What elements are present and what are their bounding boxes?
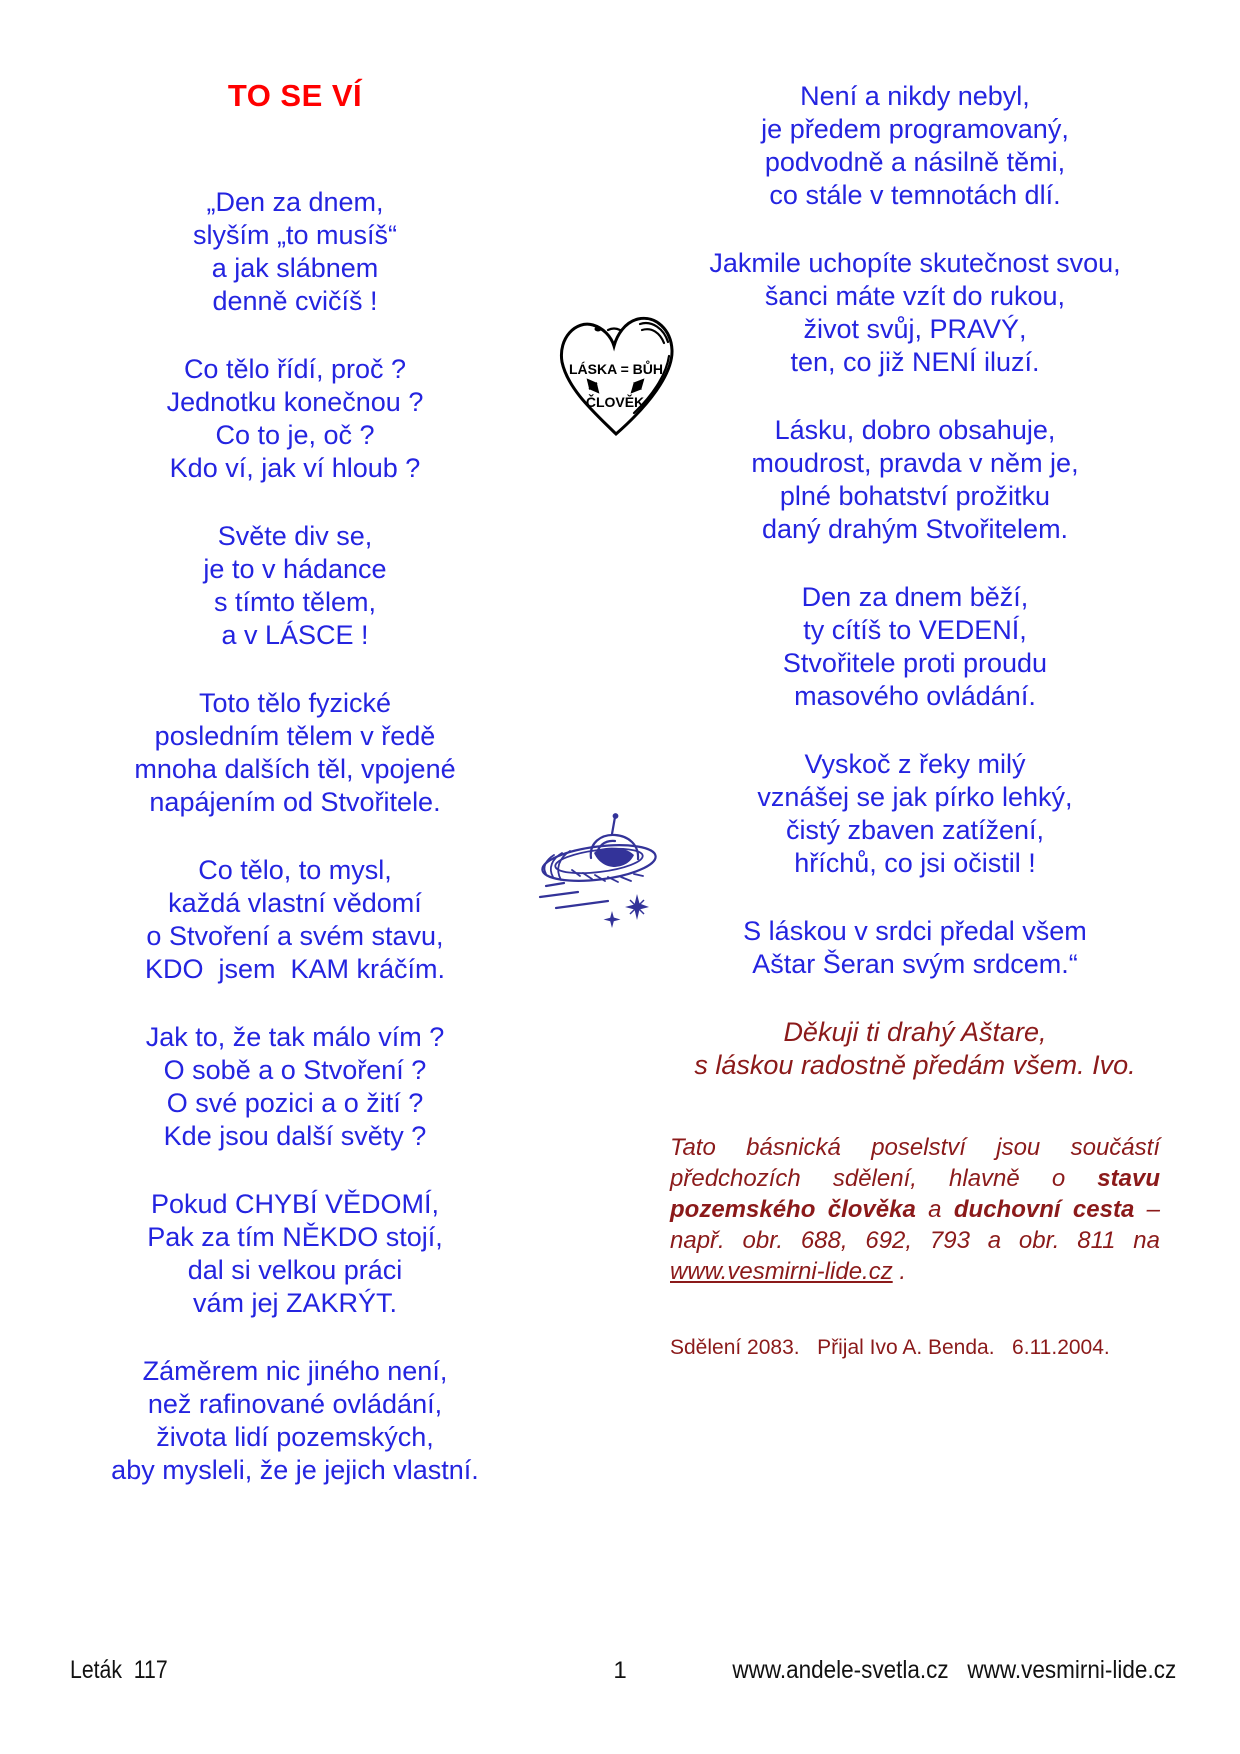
poem-line: aby mysleli, že je jejich vlastní.	[111, 1455, 479, 1485]
page-title: TO SE VÍ	[227, 78, 363, 113]
heart-illustration	[552, 308, 684, 440]
left-stanzas	[40, 186, 550, 1487]
poem-line: Aštar Šeran svým srdcem.“	[752, 949, 1078, 979]
star-sparkles	[604, 894, 650, 928]
footer-page-number: 1	[613, 1657, 627, 1684]
vesmirni-lide-link[interactable]: www.vesmirni-lide.cz	[670, 1258, 893, 1285]
poem-line: Jakmile uchopíte skutečnost svou,	[709, 248, 1121, 278]
stanza	[40, 1188, 550, 1320]
poem-line: je předem programovaný,	[761, 114, 1069, 144]
poem-line: O sobě a o Stvoření ?	[163, 1055, 427, 1085]
note-text: a	[915, 1196, 954, 1223]
heart-dot	[595, 327, 602, 332]
stanza	[670, 80, 1160, 212]
poem-line: a jak slábnem	[211, 253, 379, 283]
note-paragraph	[670, 1132, 1160, 1287]
poem-line: s tímto tělem,	[213, 587, 377, 617]
stanza	[40, 687, 550, 819]
note-text: – např. obr. 688, 692, 793 a obr. 811 na	[670, 1196, 1161, 1254]
poem-line: ten, co již NENÍ iluzí.	[790, 347, 1040, 377]
heart-icon	[552, 308, 684, 440]
poem-line: napájením od Stvořitele.	[149, 787, 441, 817]
poem-line: Jednotku konečnou ?	[166, 387, 424, 417]
ufo-dome-shadow	[594, 848, 634, 867]
poem-line: denně cvičíš !	[212, 286, 378, 316]
thanks-line: Děkuji ti drahý Aštare,	[783, 1017, 1047, 1047]
poem-line: každá vlastní vědomí	[168, 888, 422, 918]
poem-line: Lásku, dobro obsahuje,	[774, 415, 1056, 445]
thanks-block	[670, 1016, 1160, 1082]
poem-line: než rafinované ovládání,	[147, 1389, 443, 1419]
poem-line: Pokud CHYBÍ VĚDOMÍ,	[150, 1189, 440, 1219]
note-text: Tato básnická poselství jsou součástí předchozích sdělení, hlavně o	[670, 1134, 1160, 1192]
poem-line: život svůj, PRAVÝ,	[803, 314, 1027, 344]
heart-arrows	[588, 380, 643, 392]
poem-line: Není a nikdy nebyl,	[800, 81, 1030, 111]
heart-person-label: ČLOVĚK	[585, 394, 645, 410]
poem-line: Stvořitele proti proudu	[782, 648, 1048, 678]
poem-line: vám jej ZAKRÝT.	[192, 1288, 398, 1318]
stanza	[40, 186, 550, 318]
poem-line: Vyskoč z řeky milý	[804, 749, 1026, 779]
footer-websites: www.andele-svetla.cz www.vesmirni-lide.cz	[732, 1656, 1176, 1684]
poem-line: O své pozici a o žití ?	[166, 1088, 424, 1118]
poem-line: mnoha dalších těl, vpojené	[134, 754, 456, 784]
poem-line: podvodně a násilně těmi,	[764, 147, 1066, 177]
poem-line: ty cítíš to VEDENÍ,	[803, 615, 1027, 645]
note-bold-stav: stavu pozemského člověka	[670, 1165, 1160, 1223]
left-column	[40, 78, 550, 1522]
stanza	[670, 581, 1160, 713]
stanza	[40, 854, 550, 986]
poem-line: slyším „to musíš“	[192, 220, 397, 250]
poem-line: Jak to, že tak málo vím ?	[145, 1022, 445, 1052]
poem-line: a v LÁSCE !	[221, 620, 369, 650]
poem-line: šanci máte vzít do rukou,	[764, 281, 1066, 311]
right-stanzas	[670, 80, 1160, 981]
poem-line: je to v hádance	[203, 554, 387, 584]
poem-line: co stále v temnotách dlí.	[769, 180, 1061, 210]
stanza	[40, 520, 550, 652]
poem-line: dal si velkou práci	[187, 1255, 403, 1285]
poem-line: života lidí pozemských,	[156, 1422, 434, 1452]
poem-line: Světe div se,	[217, 521, 373, 551]
thanks-line: s láskou radostně předám všem. Ivo.	[694, 1050, 1136, 1080]
stanza	[670, 915, 1160, 981]
poem-line: Kdo ví, jak ví hloub ?	[169, 453, 421, 483]
poem-line: masového ovládání.	[794, 681, 1036, 711]
poem-line: Kde jsou další světy ?	[163, 1121, 427, 1151]
stanza	[40, 1021, 550, 1153]
poem-line: posledním tělem v ředě	[154, 721, 436, 751]
poem-line: čistý zbaven zatížení,	[785, 815, 1045, 845]
note-bold-cesta: duchovní cesta	[953, 1196, 1135, 1223]
ufo-illustration	[538, 813, 668, 938]
poem-line: Záměrem nic jiného není,	[142, 1356, 448, 1386]
poem-line: Co tělo řídí, proč ?	[183, 354, 407, 384]
stanza	[670, 414, 1160, 546]
poem-line: Co tělo, to mysl,	[198, 855, 392, 885]
poem-line: hříchů, co jsi očistil !	[794, 848, 1036, 878]
stanza	[670, 247, 1160, 379]
poem-line: „Den za dnem,	[206, 187, 384, 217]
ufo-icon	[538, 813, 668, 938]
poem-line: Den za dnem běží,	[801, 582, 1029, 612]
poem-line: Toto tělo fyzické	[198, 688, 392, 718]
poem-line: plné bohatství prožitku	[779, 481, 1051, 511]
stanza	[670, 748, 1160, 880]
poem-line: moudrost, pravda v něm je,	[751, 448, 1079, 478]
poem-line: o Stvoření a svém stavu,	[146, 921, 444, 951]
heart-equation-label: LÁSKA = BŮH	[569, 361, 663, 377]
stanza	[40, 1355, 550, 1487]
right-column	[670, 80, 1160, 1361]
poem-line: daný drahým Stvořitelem.	[761, 514, 1069, 544]
poem-line: Pak za tím NĚKDO stojí,	[147, 1222, 443, 1252]
poem-line: S láskou v srdci předal všem	[743, 916, 1087, 946]
stanza	[40, 353, 550, 485]
poem-line: vznášej se jak pírko lehký,	[757, 782, 1073, 812]
message-info-line: Sdělení 2083. Přijal Ivo A. Benda. 6.11.2004.	[670, 1336, 1110, 1359]
footer-leaflet-number: Leták 117	[70, 1656, 168, 1684]
poem-line: Co to je, oč ?	[215, 420, 375, 450]
note-text: .	[892, 1258, 907, 1285]
poem-line: KDO jsem KAM kráčím.	[144, 954, 446, 984]
